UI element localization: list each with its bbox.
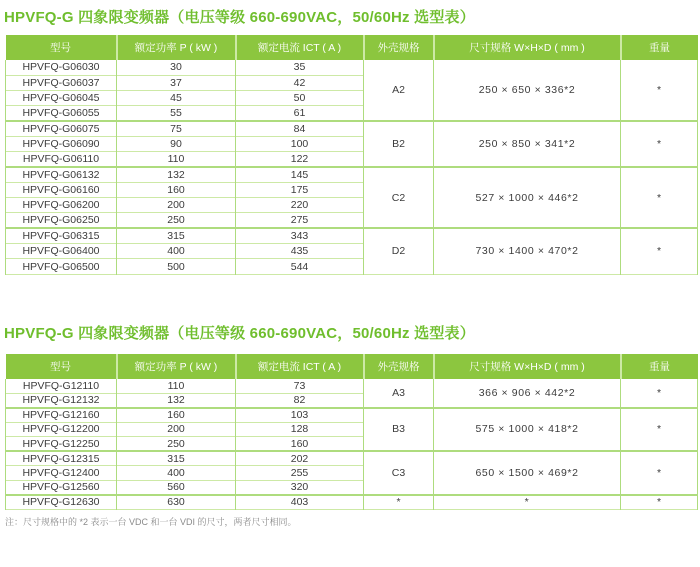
current-cell: 275: [236, 213, 364, 228]
current-cell: 343: [236, 228, 364, 243]
frame-cell: B3: [364, 408, 434, 452]
power-cell: 250: [117, 213, 236, 228]
power-cell: 630: [117, 495, 236, 510]
dims-cell: 575 × 1000 × 418*2: [434, 408, 621, 452]
selection-section-1: [4, 8, 700, 275]
column-header: 外壳规格: [364, 35, 434, 60]
frame-cell: B2: [364, 121, 434, 167]
current-cell: 42: [236, 75, 364, 90]
current-cell: 128: [236, 422, 364, 437]
model-cell: HPVFQ-G06055: [6, 106, 117, 121]
power-cell: 132: [117, 167, 236, 182]
column-header: 额定电流 ICT ( A ): [236, 35, 364, 60]
power-cell: 132: [117, 393, 236, 408]
model-cell: HPVFQ-G12160: [6, 408, 117, 423]
table-title-1: HPVFQ-G 四象限变频器（电压等级 660-690VAC，50/60Hz 选型表）: [4, 9, 475, 26]
power-cell: 160: [117, 408, 236, 423]
model-cell: HPVFQ-G06160: [6, 182, 117, 197]
dims-cell: 250 × 650 × 336*2: [434, 60, 621, 121]
current-cell: 175: [236, 182, 364, 197]
weight-cell: *: [621, 60, 698, 121]
header-row: [6, 354, 698, 379]
selection-table-2: [5, 354, 698, 510]
model-cell: HPVFQ-G06030: [6, 60, 117, 75]
power-cell: 110: [117, 152, 236, 167]
model-cell: HPVFQ-G12250: [6, 437, 117, 452]
header-row: [6, 35, 698, 60]
column-header: 额定电流 ICT ( A ): [236, 354, 364, 379]
frame-cell: *: [364, 495, 434, 510]
power-cell: 110: [117, 379, 236, 394]
selection-table-1: [5, 35, 698, 275]
column-header: 额定功率 P ( kW ): [117, 354, 236, 379]
weight-cell: *: [621, 408, 698, 452]
weight-cell: *: [621, 495, 698, 510]
model-cell: HPVFQ-G06250: [6, 213, 117, 228]
model-cell: HPVFQ-G06500: [6, 259, 117, 274]
current-cell: 202: [236, 451, 364, 466]
power-cell: 400: [117, 244, 236, 259]
column-header: 外壳规格: [364, 354, 434, 379]
table-row: [6, 379, 698, 394]
current-cell: 122: [236, 152, 364, 167]
dims-cell: 250 × 850 × 341*2: [434, 121, 621, 167]
power-cell: 250: [117, 437, 236, 452]
model-cell: HPVFQ-G12315: [6, 451, 117, 466]
current-cell: 145: [236, 167, 364, 182]
model-cell: HPVFQ-G06132: [6, 167, 117, 182]
dims-cell: *: [434, 495, 621, 510]
model-cell: HPVFQ-G12110: [6, 379, 117, 394]
table-title-2: HPVFQ-G 四象限变频器（电压等级 660-690VAC，50/60Hz 选型表）: [4, 324, 475, 342]
power-cell: 560: [117, 480, 236, 495]
current-cell: 61: [236, 106, 364, 121]
current-cell: 160: [236, 437, 364, 452]
power-cell: 37: [117, 75, 236, 90]
weight-cell: *: [621, 379, 698, 408]
model-cell: HPVFQ-G12132: [6, 393, 117, 408]
model-cell: HPVFQ-G06037: [6, 75, 117, 90]
model-cell: HPVFQ-G06045: [6, 91, 117, 106]
current-cell: 100: [236, 136, 364, 151]
model-cell: HPVFQ-G06090: [6, 136, 117, 151]
model-cell: HPVFQ-G06315: [6, 228, 117, 243]
power-cell: 30: [117, 60, 236, 75]
column-header: 重量: [621, 354, 698, 379]
frame-cell: C3: [364, 451, 434, 495]
current-cell: 82: [236, 393, 364, 408]
table-row: [6, 228, 698, 243]
table-row: [6, 495, 698, 510]
weight-cell: *: [621, 121, 698, 167]
current-cell: 103: [236, 408, 364, 423]
column-header: 型号: [6, 35, 117, 60]
table-row: [6, 408, 698, 423]
model-cell: HPVFQ-G06075: [6, 121, 117, 136]
frame-cell: A2: [364, 60, 434, 121]
current-cell: 255: [236, 466, 364, 481]
power-cell: 315: [117, 228, 236, 243]
current-cell: 50: [236, 91, 364, 106]
column-header: 尺寸规格 W×H×D ( mm ): [434, 354, 621, 379]
power-cell: 200: [117, 422, 236, 437]
column-header: 额定功率 P ( kW ): [117, 35, 236, 60]
current-cell: 403: [236, 495, 364, 510]
weight-cell: *: [621, 228, 698, 274]
current-cell: 220: [236, 198, 364, 213]
dims-cell: 527 × 1000 × 446*2: [434, 167, 621, 228]
power-cell: 200: [117, 198, 236, 213]
frame-cell: D2: [364, 228, 434, 274]
table-row: [6, 167, 698, 182]
current-cell: 435: [236, 244, 364, 259]
dims-cell: 730 × 1400 × 470*2: [434, 228, 621, 274]
current-cell: 73: [236, 379, 364, 394]
current-cell: 544: [236, 259, 364, 274]
model-cell: HPVFQ-G06400: [6, 244, 117, 259]
weight-cell: *: [621, 451, 698, 495]
model-cell: HPVFQ-G12560: [6, 480, 117, 495]
column-header: 尺寸规格 W×H×D ( mm ): [434, 35, 621, 60]
frame-cell: A3: [364, 379, 434, 408]
power-cell: 400: [117, 466, 236, 481]
dims-cell: 650 × 1500 × 469*2: [434, 451, 621, 495]
power-cell: 315: [117, 451, 236, 466]
current-cell: 84: [236, 121, 364, 136]
current-cell: 35: [236, 60, 364, 75]
model-cell: HPVFQ-G12200: [6, 422, 117, 437]
power-cell: 90: [117, 136, 236, 151]
table-row: [6, 451, 698, 466]
model-cell: HPVFQ-G06200: [6, 198, 117, 213]
footnote: 注：尺寸规格中的 *2 表示一台 VDC 和一台 VDI 的尺寸，两者尺寸相同。: [5, 516, 297, 527]
weight-cell: *: [621, 167, 698, 228]
current-cell: 320: [236, 480, 364, 495]
power-cell: 75: [117, 121, 236, 136]
column-header: 重量: [621, 35, 698, 60]
table-row: [6, 121, 698, 136]
column-header: 型号: [6, 354, 117, 379]
dims-cell: 366 × 906 × 442*2: [434, 379, 621, 408]
model-cell: HPVFQ-G06110: [6, 152, 117, 167]
frame-cell: C2: [364, 167, 434, 228]
selection-section-2: [4, 324, 700, 510]
model-cell: HPVFQ-G12400: [6, 466, 117, 481]
power-cell: 500: [117, 259, 236, 274]
power-cell: 45: [117, 91, 236, 106]
model-cell: HPVFQ-G12630: [6, 495, 117, 510]
table-row: [6, 60, 698, 75]
power-cell: 55: [117, 106, 236, 121]
power-cell: 160: [117, 182, 236, 197]
